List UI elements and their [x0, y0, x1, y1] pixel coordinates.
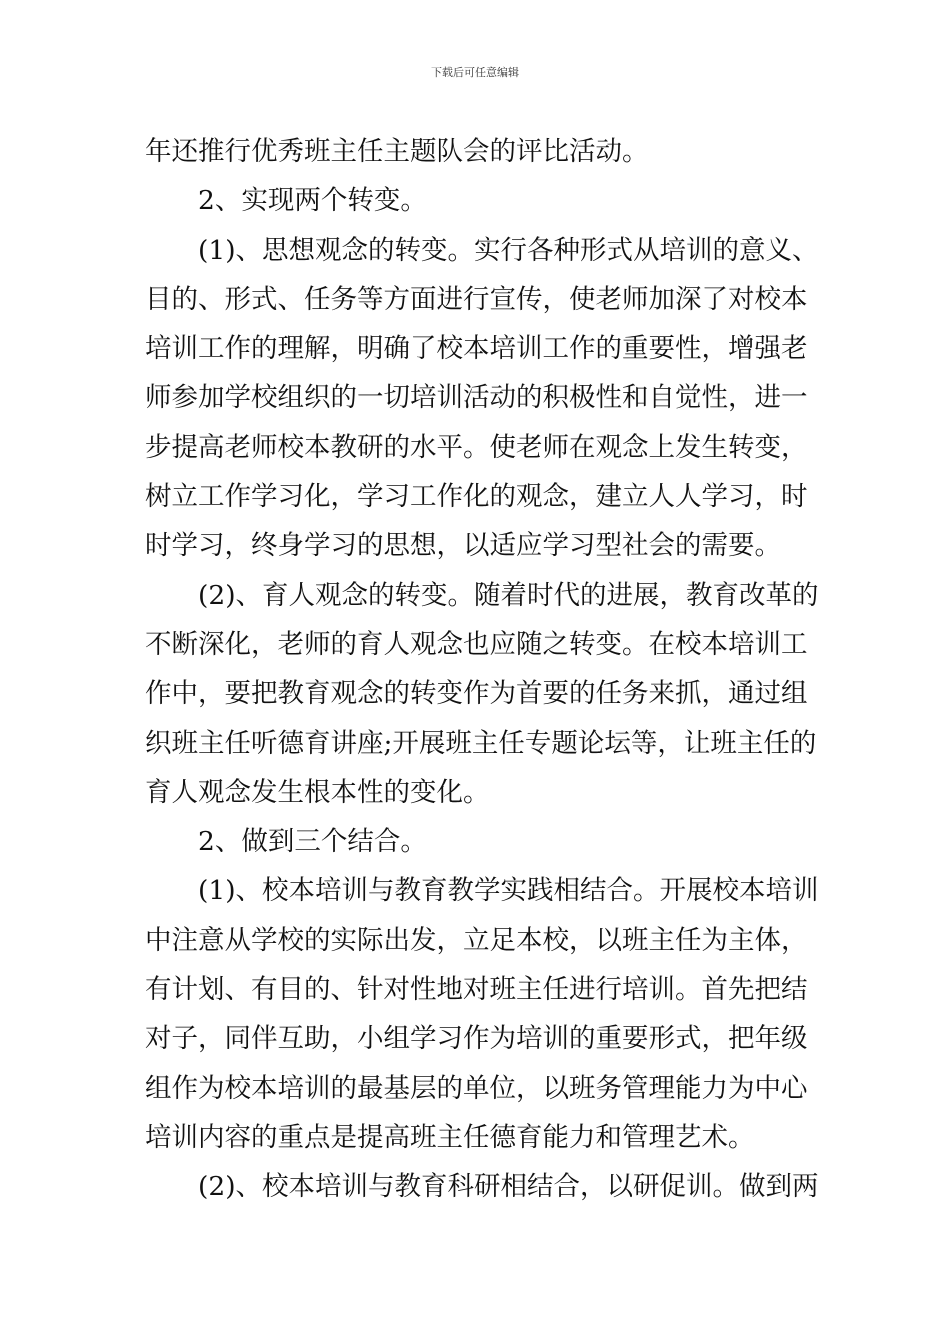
text-line: 织班主任听德育讲座;开展班主任专题论坛等，让班主任的 [145, 727, 817, 759]
text-line: 中注意从学校的实际出发，立足本校，以班主任为主体， [145, 924, 808, 956]
paragraph-start: (2)、育人观念的转变。随着时代的进展，教育改革的 [198, 579, 819, 611]
text-line: 时学习，终身学习的思想，以适应学习型社会的需要。 [145, 530, 781, 562]
text-line: 步提高老师校本教研的水平。使老师在观念上发生转变， [145, 431, 808, 463]
text-line: 对子，同伴互助，小组学习作为培训的重要形式，把年级 [145, 1023, 808, 1055]
document-body [145, 127, 819, 1212]
text-line: 作中，要把教育观念的转变作为首要的任务来抓，通过组 [145, 678, 808, 710]
text-line: 师参加学校组织的一切培训活动的积极性和自觉性，进一 [145, 382, 808, 414]
text-line: 树立工作学习化，学习工作化的观念，建立人人学习，时 [145, 481, 808, 513]
page-header: 下载后可任意编辑 [431, 66, 519, 79]
section-heading: 2、实现两个转变。 [198, 185, 427, 217]
text-line: 不断深化，老师的育人观念也应随之转变。在校本培训工 [145, 628, 808, 660]
text-line: 培训内容的重点是提高班主任德育能力和管理艺术。 [145, 1121, 755, 1153]
text-line: 有计划、有目的、针对性地对班主任进行培训。首先把结 [145, 974, 808, 1006]
paragraph-start: (2)、校本培训与教育科研相结合，以研促训。做到两 [198, 1171, 819, 1203]
text-line: 目的、形式、任务等方面进行宣传，使老师加深了对校本 [145, 283, 808, 315]
paragraph-start: (1)、思想观念的转变。实行各种形式从培训的意义、 [198, 234, 819, 266]
section-heading: 2、做到三个结合。 [198, 826, 427, 858]
text-line: 育人观念发生根本性的变化。 [145, 776, 490, 808]
text-line: 年还推行优秀班主任主题队会的评比活动。 [145, 136, 649, 167]
paragraph-start: (1)、校本培训与教育教学实践相结合。开展校本培训 [198, 875, 819, 907]
text-line: 组作为校本培训的最基层的单位，以班务管理能力为中心 [145, 1072, 808, 1104]
text-line: 培训工作的理解，明确了校本培训工作的重要性，增强老 [145, 333, 808, 365]
